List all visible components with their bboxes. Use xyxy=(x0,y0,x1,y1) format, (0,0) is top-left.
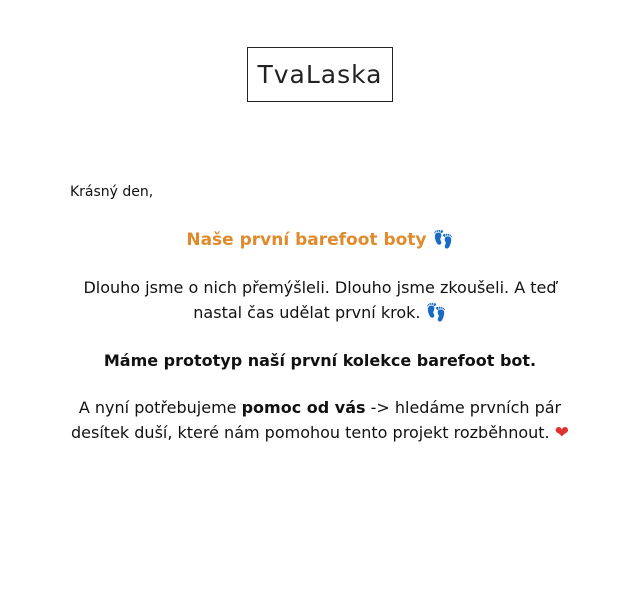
brand-logo-text: TvaLaska xyxy=(257,60,383,89)
footprints-icon: 👣 xyxy=(425,303,447,323)
intro-text: Dlouho jsme o nich přemýšleli. Dlouho jsme zkoušeli. A teď nastal čas udělat první krok. xyxy=(83,278,557,322)
headline xyxy=(60,228,580,253)
help-text-bold: pomoc od vás xyxy=(241,398,366,417)
headline-text: Naše první barefoot boty xyxy=(186,230,427,250)
help-paragraph xyxy=(60,395,580,446)
help-text-before: A nyní potřebujeme xyxy=(78,398,242,417)
footprints-icon: 👣 xyxy=(432,230,454,250)
greeting: Krásný den, xyxy=(70,184,154,200)
intro-paragraph xyxy=(60,275,580,326)
help-text-after: -> hledáme prvních pár desítek duší, které nám pomohou tento projekt rozběhnout. xyxy=(71,398,562,442)
brand-logo[interactable] xyxy=(247,47,393,102)
heart-icon: ❤ xyxy=(554,423,569,443)
email-body xyxy=(60,228,580,468)
prototype-paragraph: Máme prototyp naší první kolekce barefoot bot. xyxy=(103,351,537,370)
